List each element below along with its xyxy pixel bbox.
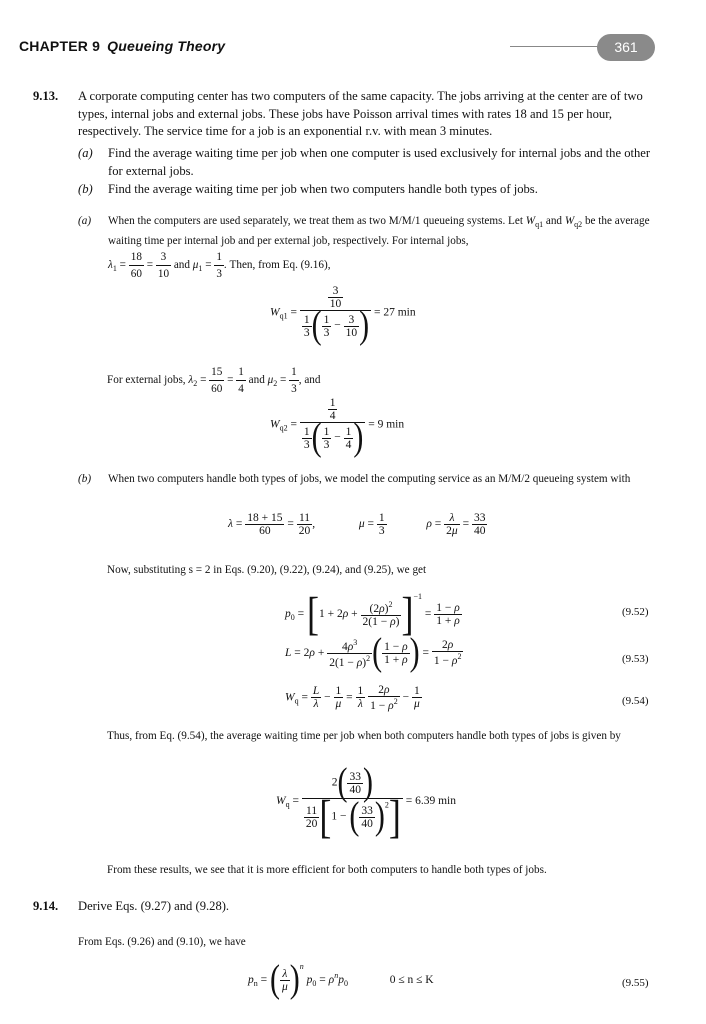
- equation-Wq-numeric: $W_q$ = 2( $\frac{33}{40}$ ) $\frac{11}{20}$ [1 − ( $\frac{33}{40}$ )$^2$] = 6.39 min: [276, 760, 456, 843]
- part-b-text: Find the average waiting time per job when two computers handle both types of jobs.: [108, 182, 538, 196]
- problem-9-13: [33, 88, 663, 141]
- solution-a-label: (a): [78, 215, 92, 227]
- solution-b: [78, 471, 638, 487]
- chapter-title: Queueing Theory: [107, 38, 226, 54]
- page-number: 361: [597, 34, 655, 61]
- equation-Wq-general: $W_q$ = $\frac{L}{\lambda}$ − $\frac{1}{\mu}$ = $\frac{1}{\lambda}$ $\frac{2\rho}{1 - \rho^2}$ − $\frac{1}{\mu}$: [285, 684, 420, 712]
- wq-result: = 6.39 min: [405, 795, 456, 808]
- problem-9-14-from: From Eqs. (9.26) and (9.10), we have: [78, 936, 246, 948]
- problem-part-a: [78, 145, 663, 180]
- external-intro: For external jobs,: [107, 374, 186, 387]
- pn-range: 0 ≤ n ≤ K: [389, 974, 434, 986]
- solution-b-intro: When two computers handle both types of jobs, we model the computing service as an M/M/2 queueing system with: [108, 473, 631, 485]
- equation-pn: $p_n$ = ( $\frac{\lambda}{\mu}$ )$^n$ $p_0 = \rho^np_0$ 0 ≤ n ≤ K: [248, 958, 434, 1002]
- solution-a-intro2: be the average waiting time per internal job and per external job, respectively. For internal jobs,: [108, 215, 650, 247]
- chapter-heading: [19, 38, 225, 54]
- thus-paragraph: Thus, from Eq. (9.54), the average waiting time per job when both computers handle both types of jobs is given by: [107, 730, 621, 742]
- page-header: [0, 0, 706, 70]
- part-b-label: (b): [78, 182, 93, 196]
- chapter-number: CHAPTER 9: [19, 38, 101, 54]
- problem-number: 9.13.: [33, 89, 59, 103]
- substitute-line: Now, substituting s = 2 in Eqs. (9.20), (9.22), (9.24), and (9.25), we get: [107, 564, 427, 576]
- solution-a-from-eq: . Then, from Eq. (9.16),: [223, 259, 331, 272]
- eq-number-9-53: (9.53): [622, 653, 649, 665]
- eq-number-9-54: (9.54): [622, 695, 649, 707]
- problem-number: 9.14.: [33, 899, 59, 913]
- equation-wq2: $W_{q2}$ = $\frac{1}{4}$ $\frac{1}{3}$ ( $\frac{1}{3}$ − $\frac{1}{4}$ ) = 9 min: [270, 397, 405, 459]
- problem-part-b: [78, 181, 663, 199]
- eq-number-9-55: (9.55): [622, 977, 649, 989]
- wq2-result: = 9 min: [368, 418, 405, 431]
- conclusion: From these results, we see that it is more efficient for both computers to handle both types of jobs.: [107, 864, 547, 876]
- problem-9-14: [33, 898, 663, 916]
- solution-a-intro: When the computers are used separately, we treat them as two M/M/1 queueing systems. Let: [108, 215, 523, 227]
- part-a-label: (a): [78, 146, 93, 160]
- header-rule: [510, 46, 602, 47]
- solution-b-label: (b): [78, 473, 92, 485]
- problem-9-14-text: Derive Eqs. (9.27) and (9.28).: [78, 899, 230, 913]
- equation-L: L = 2ρ + $\frac{4\rho^3}{2(1 - \rho)^2}$ ( $\frac{1 - \rho}{1 + \rho}$ ) = $\frac{2\rho}{1 - \rho^2}$: [285, 631, 462, 675]
- external-jobs-line: For external jobs, $\lambda_2$ = $\frac{15}{60}$ = $\frac{1}{4}$ and $\mu_2$ = $\frac{1}{3}$ , and: [107, 366, 321, 395]
- equation-wq1: $W_{q1}$ = $\frac{3}{10}$ $\frac{1}{3}$ ( $\frac{1}{3}$ − $\frac{3}{10}$ ) = 27 min: [270, 285, 416, 347]
- equation-p0: $p_0 = [1 + 2\rho$ + $\frac{(2\rho)^2}{2(1 - \rho)}$ ]$^{-1}$ = $\frac{1 - \rho}{1 + \rho}$: [285, 588, 460, 641]
- problem-text: A corporate computing center has two computers of the same capacity. The jobs arriving at the center are of two types, internal jobs and external jobs. These jobs have Poisson arrival times with rates 18 and 15 per hour, respectively. The service time for a job is an exponential r.v. with mean 3 minutes.: [78, 89, 643, 138]
- external-and: and: [304, 374, 321, 387]
- part-a-text: Find the average waiting time per job when one computer is used exclusively for internal jobs and the other for external jobs.: [108, 146, 651, 178]
- solution-a: (a) When the computers are used separately, we treat them as two M/M/1 queueing systems. Let $W_{q1}$ and $W_{q2}$ be the average waiting time per internal job and per external job, respectively. For internal jobs, $\lambda_1$ = $\frac{18}{60}$ = $\frac{3}{10}$ and $\mu_1$ = $\frac{1}{3}$ . Then, from Eq. (9.16),: [78, 215, 650, 280]
- equation-lambda-mu-rho: λ = $\frac{18 + 15}{60}$ = $\frac{11}{20}$ , μ = $\frac{1}{3}$ ρ = $\frac{\lambda}{2\mu}$ = $\frac{33}{40}$: [228, 512, 486, 537]
- wq1-result: = 27 min: [373, 306, 416, 319]
- eq-number-9-52: (9.52): [622, 606, 649, 618]
